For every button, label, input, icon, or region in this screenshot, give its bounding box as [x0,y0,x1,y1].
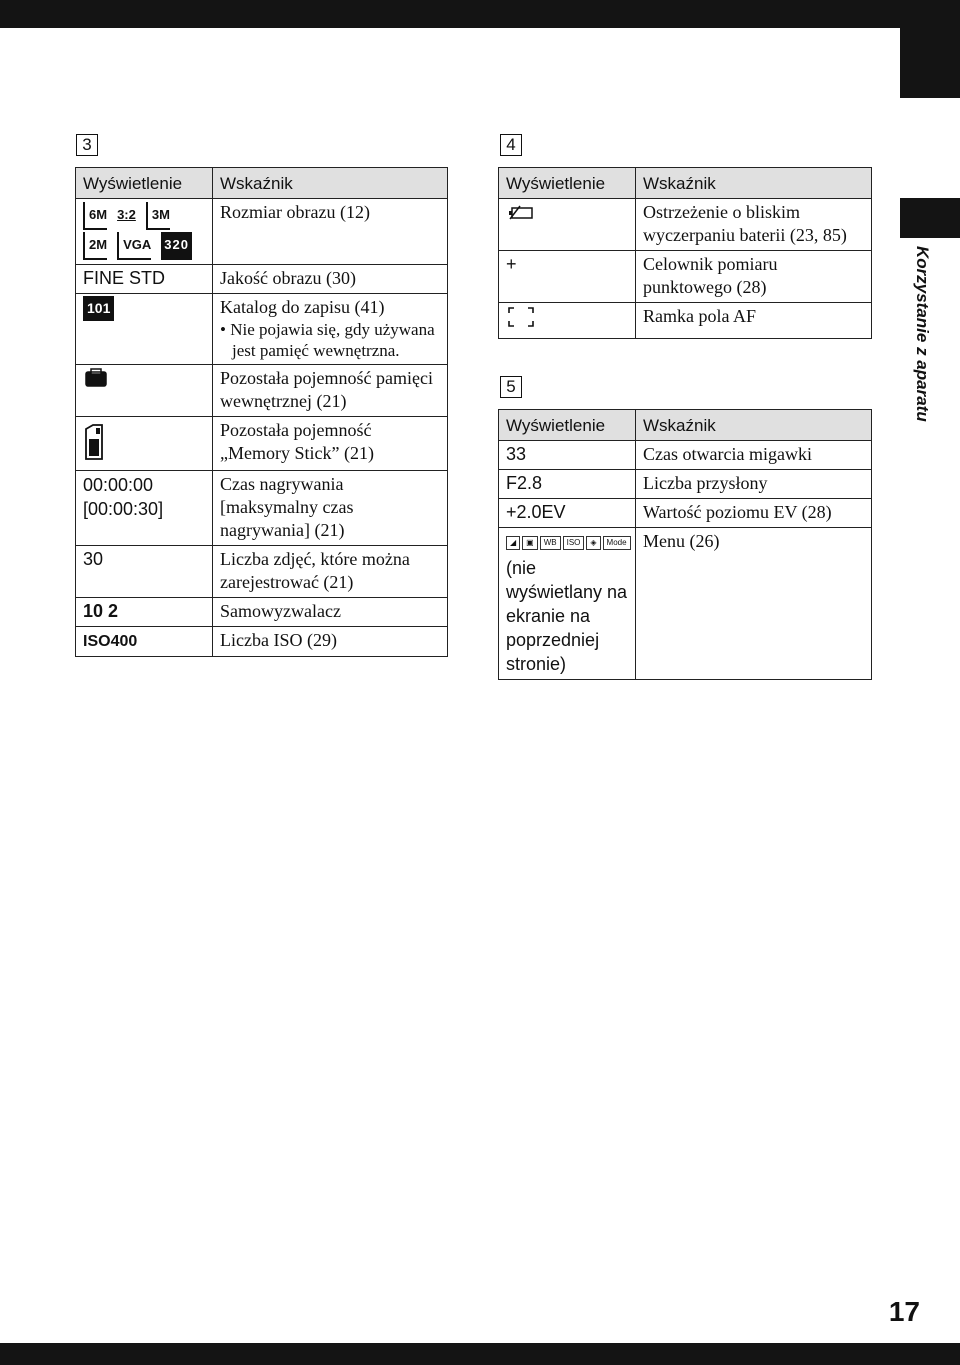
mode-icon: Mode [603,536,631,550]
iso-icon: ISO400 [83,633,138,650]
table-row [499,499,872,528]
size-320-icon: 320 [161,232,192,260]
menu-icons-cell [499,528,636,680]
section-tab-marker [900,198,960,238]
display-text: FINE STD [76,265,213,294]
indicator-text: Liczba zdjęć, które można zarejestrować (21) [213,546,448,598]
battery-warning-icon [506,205,536,221]
battery-warning-icon [499,199,636,251]
section-5-number: 5 [500,376,522,398]
table-row [76,265,448,294]
table-row [499,199,872,251]
wb-icon: WB [540,536,561,550]
image-size-icons [76,199,213,265]
bottom-bar [0,1343,960,1365]
size-2m-icon: 2M [83,232,107,260]
indicator-text: Pozostała pojemność „Memory Stick” (21) [213,417,448,471]
table-row [76,471,448,546]
memory-stick-icon [76,417,213,471]
indicator-text: Wartość poziomu EV (28) [636,499,872,528]
section-3-table [75,167,448,657]
indicator-text: Liczba przysłony [636,470,872,499]
indicator-text: Czas nagrywania [maksymalny czas nagrywania] (21) [213,471,448,546]
display-note: (nie wyświetlany na ekranie na poprzedniej stronie) [506,558,628,674]
table-row [499,303,872,339]
table-row [499,251,872,303]
table-row [76,627,448,657]
indicator-text: Ostrzeżenie o bliskim wyczerpaniu baterii (23, 85) [636,199,872,251]
header-display: Wyświetlenie [499,168,636,199]
table-header-row [499,168,872,199]
header-display: Wyświetlenie [499,410,636,441]
display-text: + [499,251,636,303]
indicator-text: Menu (26) [636,528,872,680]
internal-memory-icon [76,365,213,417]
section-3-number: 3 [76,134,98,156]
indicator-note: • Nie pojawia się, gdy używana jest pamięć wewnętrzna. [220,320,435,360]
table-row [76,546,448,598]
page-number: 17 [888,1296,920,1327]
display-text: 30 [76,546,213,598]
section-4-number: 4 [500,134,522,156]
indicator-text: Ramka pola AF [636,303,872,339]
display-text: F2.8 [499,470,636,499]
iso-menu-icon: ISO [563,536,585,550]
header-indicator: Wskaźnik [636,168,872,199]
table-row [499,441,872,470]
memory-stick-icon [83,423,105,461]
table-row [76,294,448,365]
display-text: 00:00:00 [00:00:30] [76,471,213,546]
af-frame-icon [506,305,536,329]
table-row [499,528,872,680]
corner-tab [900,28,960,98]
top-bar [0,0,960,28]
table-row [76,365,448,417]
section-4-table [498,167,872,339]
indicator-text: Katalog do zapisu (41) [220,297,385,317]
indicator-text: Samowyzwalacz [213,598,448,627]
display-text: +2.0EV [499,499,636,528]
self-timer-icon [76,598,213,627]
display-text: 33 [499,441,636,470]
indicator-text: Czas otwarcia migawki [636,441,872,470]
size-3-2-icon: 3:2 [117,207,136,222]
af-frame-icon [499,303,636,339]
indicator-text: Celownik pomiaru punktowego (28) [636,251,872,303]
iso-icon [76,627,213,657]
sharpness-icon: ◈ [586,536,600,550]
menu-icon-strip [506,536,628,550]
table-header-row [76,168,448,199]
table-row [76,199,448,265]
size-3m-icon: 3M [146,202,170,230]
table-row [76,598,448,627]
header-display: Wyświetlenie [76,168,213,199]
header-indicator: Wskaźnik [636,410,872,441]
indicator-cell [213,294,448,365]
table-header-row [499,410,872,441]
folder-101-icon: 101 [83,296,114,321]
self-timer-icon: 10 2 [83,601,119,621]
metering-icon: ▣ [522,536,538,550]
header-indicator: Wskaźnik [213,168,448,199]
table-row [499,470,872,499]
folder-icon [76,294,213,365]
size-6m-icon: 6M [83,202,107,230]
indicator-text: Rozmiar obrazu (12) [213,199,448,265]
ev-icon: ◢ [506,536,520,550]
table-row [76,417,448,471]
indicator-text: Liczba ISO (29) [213,627,448,657]
section-5-table [498,409,872,680]
indicator-text: Jakość obrazu (30) [213,265,448,294]
internal-memory-icon [83,367,109,389]
size-vga-icon: VGA [117,232,151,260]
indicator-text: Pozostała pojemność pamięci wewnętrznej (21) [213,365,448,417]
section-side-label: Korzystanie z aparatu [913,246,932,422]
